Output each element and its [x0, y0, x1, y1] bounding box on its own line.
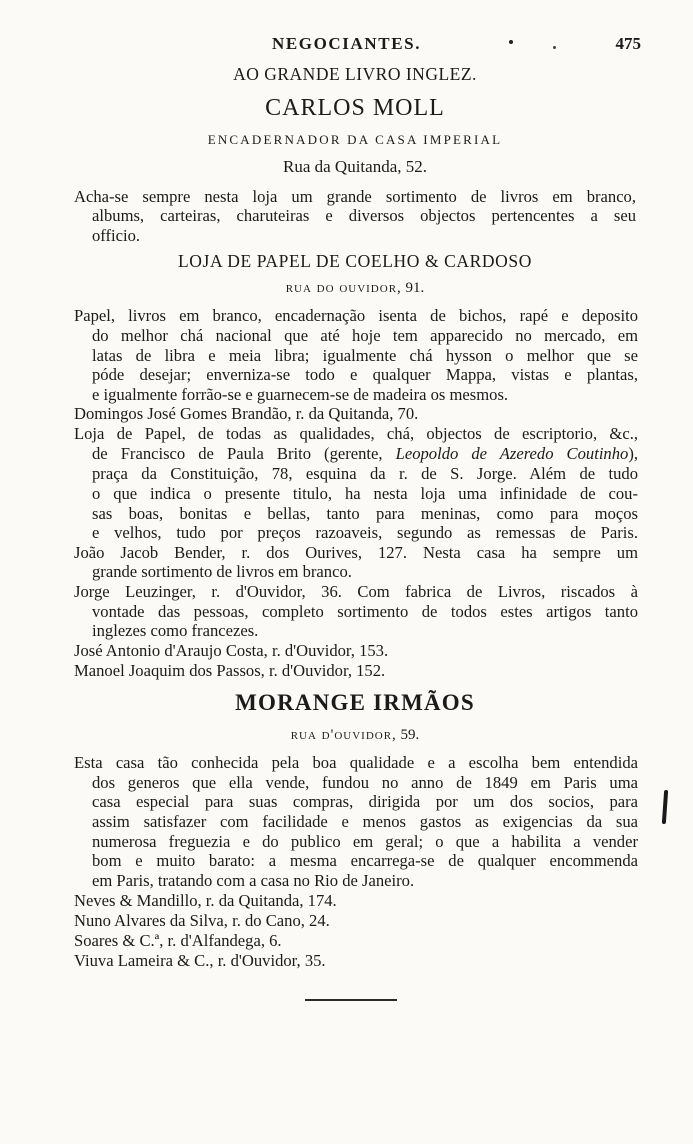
morange-address	[70, 727, 640, 744]
page-number: 475	[615, 34, 641, 53]
listing-leuzinger-line: vontade das pessoas, completo sortimento de todos estes artigos tanto	[92, 602, 638, 621]
listing-leuzinger-line: Jorge Leuzinger, r. d'Ouvidor, 36. Com fabrica de Livros, riscados à	[74, 582, 638, 601]
listing-loja-papel-line: Loja de Papel, de todas as qualidades, chá, objectos de escriptorio, &c.,	[74, 424, 638, 443]
margin-mark	[662, 790, 668, 824]
coelho-heading: LOJA DE PAPEL DE COELHO & CARDOSO	[178, 251, 532, 271]
listing-loja-papel-line: o que indica o presente titulo, ha nesta loja uma infinidade de cou-	[92, 484, 638, 503]
moll-subtitle: ENCADERNADOR DA CASA IMPERIAL	[207, 132, 503, 147]
listing-alvares: Nuno Alvares da Silva, r. do Cano, 24.	[74, 911, 330, 930]
listing-loja-papel-line	[92, 446, 638, 463]
moll-text-line: officio.	[92, 226, 141, 245]
moll-heading: AO GRANDE LIVRO INGLEZ.	[233, 64, 477, 84]
text-segment: ),	[628, 444, 639, 463]
listing-loja-papel-line: e velhos, tudo por preços razoaveis, segundo as remessas de Paris.	[92, 523, 638, 542]
coelho-text-line: do melhor chá nacional que até hoje tem apparecido no mercado, em	[92, 326, 638, 345]
listing-soares: Soares & C.ª, r. d'Alfandega, 6.	[74, 931, 282, 950]
running-title: NEGOCIANTES.	[271, 34, 422, 53]
listing-lameira: Viuva Lameira & C., r. d'Ouvidor, 35.	[74, 951, 326, 970]
listing-loja-papel-line: praça da Constituição, 78, esquina da r. de S. Jorge. Além de tudo	[92, 464, 638, 483]
morange-address-number: 59.	[400, 727, 420, 743]
morange-text-line: assim satisfazer com facilidade e menos gastos as exigencias da sua	[92, 812, 638, 831]
listing-leuzinger-line: inglezes como francezes.	[92, 621, 259, 640]
listing-neves: Neves & Mandillo, r. da Quitanda, 174.	[74, 891, 337, 910]
coelho-text-line: Papel, livros em branco, encadernação isenta de bichos, rapé e deposito	[74, 306, 638, 325]
morange-text-line: Esta casa tão conhecida pela boa qualidade e a escolha bem entendida	[74, 753, 638, 772]
listing-loja-papel-line: sas boas, bonitas e bellas, tanto para meninas, como para moços	[92, 504, 638, 523]
listing-bender-line: João Jacob Bender, r. dos Ourives, 127. Nesta casa ha sempre um	[74, 543, 638, 562]
moll-text-line: albums, carteiras, charuteiras e diversos objectos pertencentes a seu	[92, 206, 636, 225]
coelho-text-line: póde desejar; enverniza-se todo e qualquer Mappa, vistas e plantas,	[92, 365, 638, 384]
text-segment: de Francisco de Paula Brito (gerente,	[92, 444, 396, 463]
morange-text-line: numerosa freguezia e do publico em geral; o que a habilita a vender	[92, 832, 638, 851]
listing-passos: Manoel Joaquim dos Passos, r. d'Ouvidor, 152.	[74, 661, 386, 680]
ink-speck	[553, 46, 556, 49]
coelho-address	[70, 280, 640, 297]
closing-rule	[305, 999, 397, 1001]
page-header	[0, 34, 693, 58]
italic-name: Leopoldo de Azeredo Coutinho	[395, 444, 629, 463]
coelho-address-street: rua do ouvidor,	[285, 280, 402, 296]
coelho-text-line: latas de libra e meia libra; igualmente chá hysson o melhor que se	[92, 346, 638, 365]
listing-bender-line: grande sortimento de livros em branco.	[92, 562, 352, 581]
morange-heading: MORANGE IRMÃOS	[235, 690, 475, 715]
morange-text-line: bom e muito barato: a mesma encarrega-se de qualquer encommenda	[92, 851, 638, 870]
morange-text-line: em Paris, tratando com a casa no Rio de Janeiro.	[92, 871, 415, 890]
moll-address: Rua da Quitanda, 52.	[283, 157, 427, 176]
morange-text-line: casa especial para suas compras, dirigida por um dos socios, para	[92, 792, 638, 811]
coelho-text-line: e igualmente forrão-se e guarnecem-se de madeira os mesmos.	[92, 385, 509, 404]
ink-speck	[509, 40, 513, 44]
moll-text-line: Acha-se sempre nesta loja um grande sortimento de livros em branco,	[74, 187, 636, 206]
morange-text-line: dos generos que ella vende, fundou no anno de 1849 em Paris uma	[92, 773, 638, 792]
listing-brandao: Domingos José Gomes Brandão, r. da Quitanda, 70.	[74, 404, 419, 423]
coelho-address-number: 91.	[405, 280, 425, 296]
moll-name: CARLOS MOLL	[265, 95, 445, 121]
listing-costa: José Antonio d'Araujo Costa, r. d'Ouvidor, 153.	[74, 641, 389, 660]
morange-address-street: rua d'ouvidor,	[290, 727, 397, 743]
